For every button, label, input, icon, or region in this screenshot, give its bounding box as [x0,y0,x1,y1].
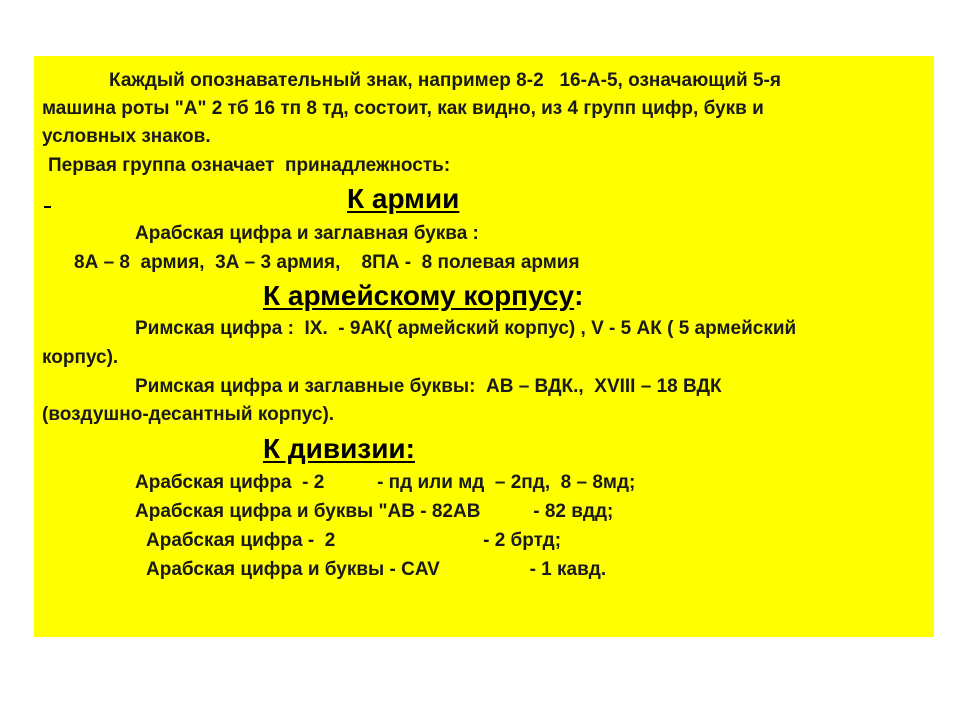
corps-heading [263,281,583,311]
text-panel [34,56,934,637]
division-heading: К дивизии: [263,433,415,464]
army-example: 8А – 8 армия, 3А – 3 армия, 8ПА - 8 полевая армия [74,252,580,273]
division-row-1: Арабская цифра - 2 - пд или мд – 2пд, 8 – 8мд; [135,472,636,493]
corps-rule-1-line-1: Римская цифра : IX. - 9АК( армейский корпус) , V - 5 АК ( 5 армейский [135,318,797,339]
division-row-2: Арабская цифра и буквы "АВ - 82АВ - 82 вдд; [135,501,614,522]
army-heading: К армии [347,183,460,214]
corps-heading-colon: : [574,280,584,311]
intro-line-1: Каждый опознавательный знак, например 8-2 16-А-5, означающий 5-я [109,70,781,91]
intro-line-4: Первая группа означает принадлежность: [48,155,451,176]
intro-line-3: условных знаков. [42,126,211,147]
intro-line-2: машина роты "А" 2 тб 16 тп 8 тд, состоит, как видно, из 4 групп цифр, букв и [42,98,764,119]
corps-rule-2-line-1: Римская цифра и заглавные буквы: АВ – ВДК., XVIII – 18 ВДК [135,376,722,397]
division-row-3: Арабская цифра - 2 - 2 бртд; [146,530,562,551]
army-rule: Арабская цифра и заглавная буква : [135,223,479,244]
dash-marker [44,206,51,208]
corps-heading-text: К армейскому корпусу [263,280,575,311]
corps-rule-2-line-2: (воздушно-десантный корпус). [42,404,335,425]
division-row-4: Арабская цифра и буквы - CAV - 1 кавд. [146,559,607,580]
corps-rule-1-line-2: корпус). [42,347,119,368]
